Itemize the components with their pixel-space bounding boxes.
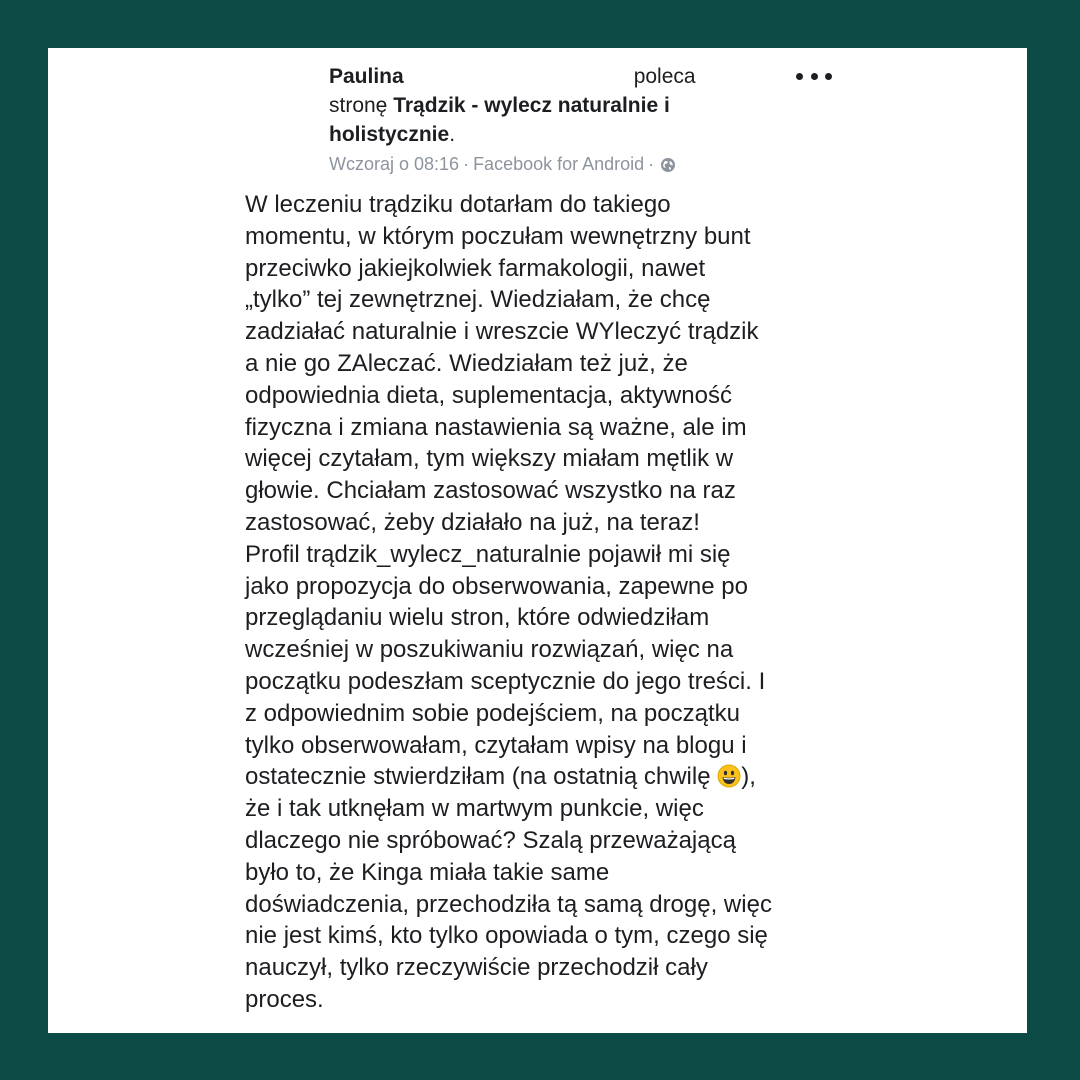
post-meta xyxy=(329,153,749,175)
more-dot xyxy=(811,73,818,80)
globe-icon xyxy=(660,156,676,172)
post-body-text-end: ), że i tak utknęłam w martwym punkcie, więc dlaczego nie spróbować? Szalą przeważającą było to, że Kinga miała takie same doświadczenia, przechodziła tą samą drogę, więc nie jest kimś, kto tylko opowiada o tym, czego się nauczył, tylko rzeczywiście przechodził cały proces. xyxy=(245,763,772,1013)
page-prefix: stronę xyxy=(329,94,388,117)
grinning-face-emoji xyxy=(717,764,741,788)
post-body-text: W leczeniu trądziku dotarłam do takiego momentu, w którym poczułam wewnętrzny bunt przeciwko jakiejkolwiek farmakologii, nawet „tylko” tej zewnętrznej. Wiedziałam, że chcę zadziałać naturalnie i wreszcie WYleczyć trądzik a nie go ZAleczać. Wiedziałam też już, że odpowiednia dieta, suplementacja, aktywność fizyczna i zmiana nastawienia są ważne, ale im więcej czytałam, tym większy miałam mętlik w głowie. Chciałam zastosować wszystko na raz zastosować, żeby działało na już, na teraz! Profil trądzik_wylecz_naturalnie pojawił mi się jako propozycja do obserwowania, zapewne po przeglądaniu wielu stron, które odwiedziłam wcześniej w poszukiwaniu rozwiązań, więc na początku podeszłam sceptycznie do jego treści. I z odpowiednim sobie podejściem, na początku tylko obserwowałam, czytałam wpisy na blogu i ostatecznie stwierdziłam (na ostatnią chwilę xyxy=(245,191,766,791)
timestamp[interactable]: Wczoraj o 08:16 xyxy=(329,154,460,174)
more-dot xyxy=(825,73,832,80)
page-suffix: . xyxy=(449,123,456,146)
more-dot xyxy=(796,73,803,80)
post-card xyxy=(48,48,1027,1033)
more-options-icon[interactable] xyxy=(796,66,832,86)
author-name[interactable]: Paulina xyxy=(329,65,404,88)
action-text: poleca xyxy=(633,65,696,88)
separator: · xyxy=(648,154,655,174)
page-link[interactable]: Trądzik - wylecz naturalnie i holistycznie xyxy=(329,94,670,146)
post-source: Facebook for Android xyxy=(473,154,645,174)
post-header xyxy=(329,62,749,175)
separator: · xyxy=(463,154,470,174)
post-body xyxy=(245,189,845,1016)
